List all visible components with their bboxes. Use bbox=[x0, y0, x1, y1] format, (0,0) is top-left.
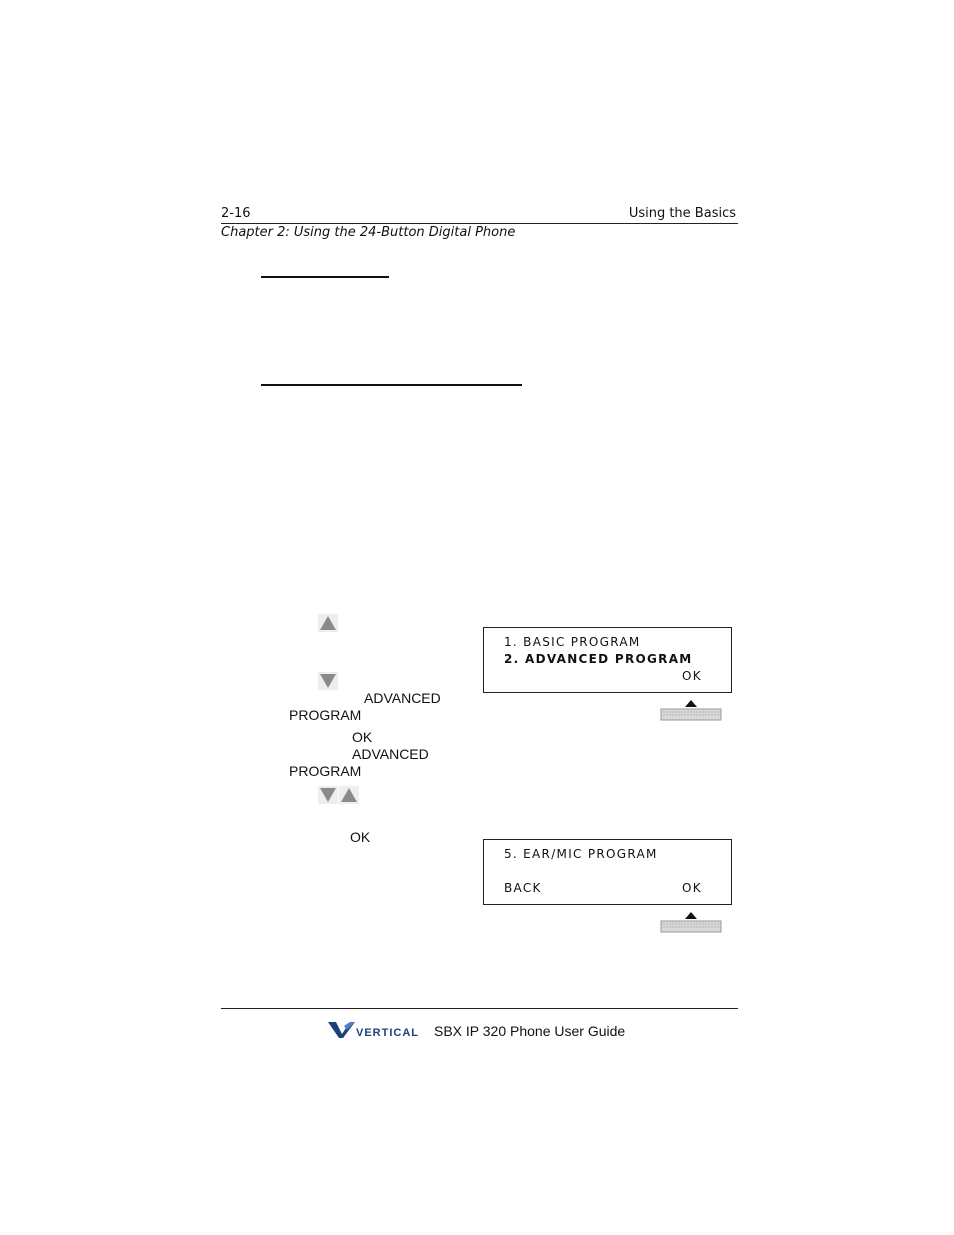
heading-underline-1 bbox=[261, 276, 389, 278]
lcd-line-highlighted: 2. ADVANCED PROGRAM bbox=[504, 652, 693, 666]
footer-title: SBX IP 320 Phone User Guide bbox=[434, 1023, 626, 1039]
lcd-line: 1. BASIC PROGRAM bbox=[504, 635, 641, 649]
softkey-icon bbox=[660, 699, 722, 721]
step-ok-label: OK bbox=[350, 829, 371, 845]
footer-rule bbox=[221, 1008, 738, 1009]
lcd-ok-label: OK bbox=[682, 669, 702, 683]
section-title: Using the Basics bbox=[628, 206, 736, 221]
up-arrow-icon bbox=[318, 614, 338, 632]
lcd-line: 5. EAR/MIC PROGRAM bbox=[504, 847, 658, 861]
lcd-display bbox=[483, 627, 732, 693]
header-rule bbox=[221, 223, 738, 224]
down-arrow-icon bbox=[318, 786, 338, 804]
page-number: 2-16 bbox=[221, 206, 251, 221]
lcd-back-label: BACK bbox=[504, 881, 542, 895]
vertical-logo-icon bbox=[328, 1020, 428, 1040]
lcd-display bbox=[483, 839, 732, 905]
chapter-title: Chapter 2: Using the 24-Button Digital Phone bbox=[221, 225, 516, 240]
step-program-label: PROGRAM bbox=[289, 763, 362, 779]
step-program-label: PROGRAM bbox=[289, 707, 362, 723]
down-arrow-icon bbox=[318, 672, 338, 690]
step-advanced-label: ADVANCED bbox=[352, 746, 429, 762]
softkey-icon bbox=[660, 911, 722, 933]
lcd-ok-label: OK bbox=[682, 881, 702, 895]
heading-underline-2 bbox=[261, 384, 522, 386]
up-arrow-icon bbox=[339, 786, 359, 804]
step-advanced-label: ADVANCED bbox=[364, 690, 441, 706]
step-ok-label: OK bbox=[352, 729, 373, 745]
svg-text:VERTICAL: VERTICAL bbox=[356, 1027, 419, 1039]
